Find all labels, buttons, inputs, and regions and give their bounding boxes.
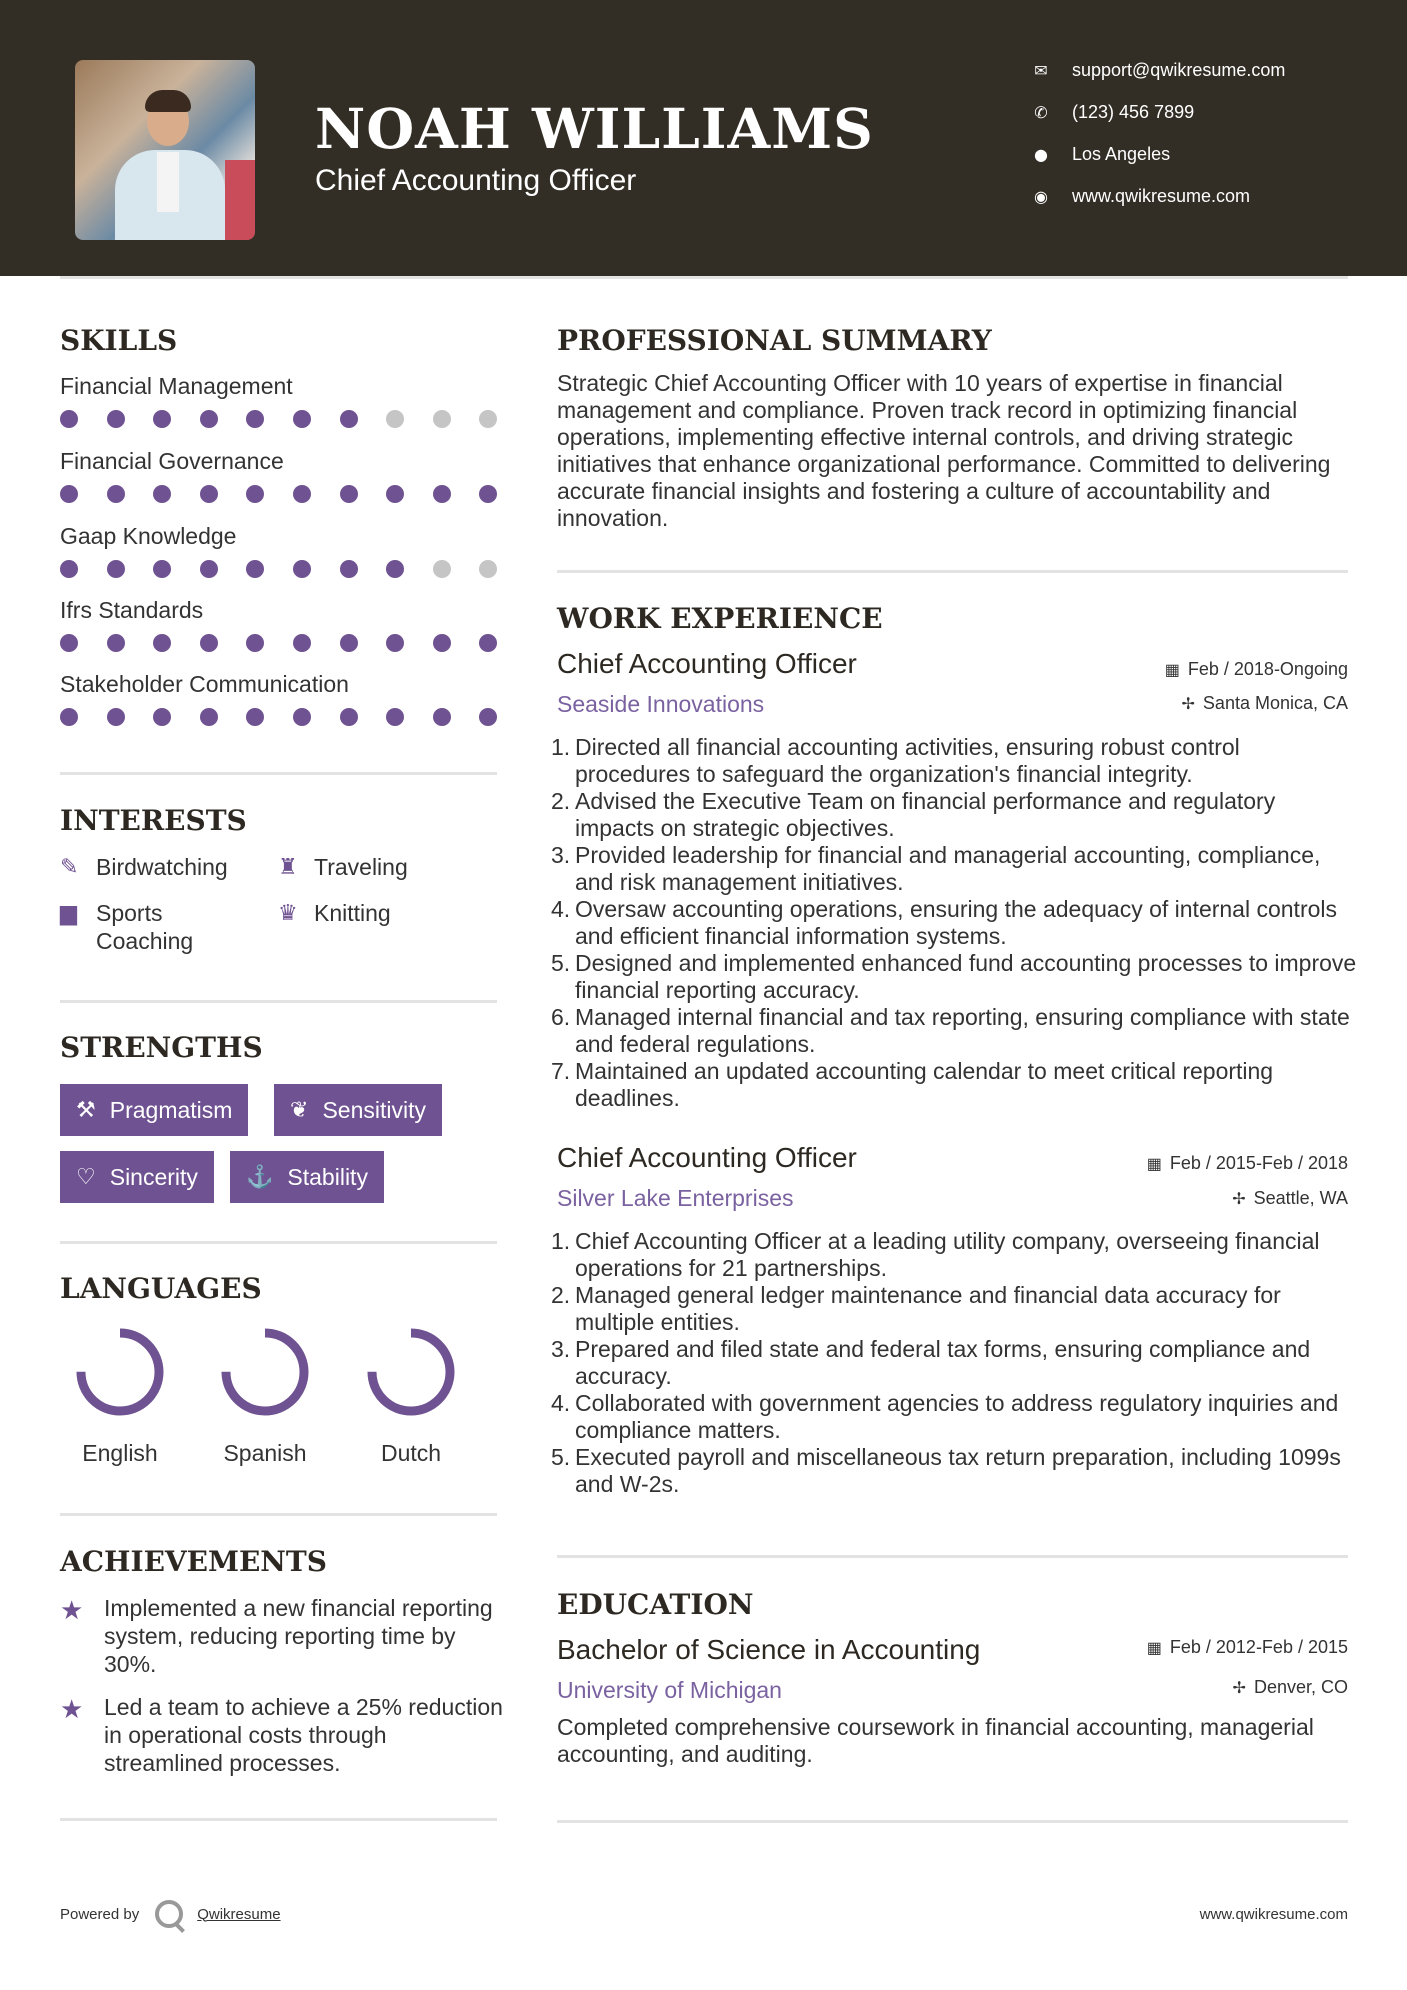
job-location: ✢ Santa Monica, CA — [1181, 693, 1348, 713]
company-name: Silver Lake Enterprises — [557, 1185, 794, 1211]
skill-dot-filled — [200, 708, 218, 726]
language-level-arc — [226, 1333, 304, 1411]
skill-dot-filled — [433, 634, 451, 652]
star-icon: ★ — [60, 1695, 84, 1725]
skill-dot-filled — [293, 485, 311, 503]
skill-dot-filled — [153, 485, 171, 503]
list-item: 5. Executed payroll and miscellaneous tax return preparation, including 1099s and W-2s. — [551, 1444, 1341, 1497]
skill-dot-filled — [386, 560, 404, 578]
skills-heading: SKILLS — [60, 324, 178, 357]
skill-rating — [60, 408, 500, 428]
footer-url[interactable]: www.qwikresume.com — [1199, 1906, 1348, 1923]
pencil-square-icon: ✎ — [60, 854, 79, 879]
list-item: 2. Managed general ledger maintenance and financial data accuracy for multiple entities. — [551, 1282, 1281, 1335]
language-level-arc — [81, 1333, 159, 1411]
skill-dot-filled — [479, 708, 497, 726]
skill-dot-filled — [479, 485, 497, 503]
envelope-icon: ✉ — [1034, 60, 1048, 80]
skill-dot-filled — [107, 410, 125, 428]
skill-dot-filled — [340, 560, 358, 578]
skill-dot-filled — [200, 410, 218, 428]
contact-email[interactable]: ✉ support@qwikresume.com — [1030, 55, 1370, 85]
section-divider — [60, 1513, 497, 1516]
language-progress-ring — [74, 1326, 166, 1418]
skill-dot-filled — [60, 485, 78, 503]
skill-dot-filled — [386, 485, 404, 503]
calendar-icon: ▦ — [1146, 1156, 1162, 1173]
skill-dot-filled — [246, 708, 264, 726]
degree-title: Bachelor of Science in Accounting — [557, 1634, 981, 1665]
skill-dot-filled — [107, 708, 125, 726]
section-divider — [557, 1555, 1348, 1558]
skill-name: Financial Management — [60, 373, 293, 399]
education-description: Completed comprehensive coursework in financial accounting, managerial accounting, and auditing. — [557, 1714, 1314, 1767]
skill-dot-filled — [107, 485, 125, 503]
skill-dot-filled — [293, 560, 311, 578]
pushpin-icon: ✢ — [1232, 1191, 1246, 1208]
section-divider — [60, 1000, 497, 1003]
skill-dot-filled — [246, 634, 264, 652]
footer-brand-link[interactable]: Qwikresume — [197, 1905, 281, 1923]
strength-tag: ❦ Sensitivity — [274, 1084, 442, 1136]
language-progress-ring — [219, 1326, 311, 1418]
skill-name: Ifrs Standards — [60, 597, 204, 623]
education-heading: EDUCATION — [557, 1588, 754, 1621]
candidate-name: NOAH WILLIAMS — [315, 96, 874, 161]
skill-dot-filled — [340, 410, 358, 428]
school-name: University of Michigan — [557, 1677, 782, 1703]
skill-dot-filled — [246, 410, 264, 428]
skill-dot-filled — [153, 634, 171, 652]
skill-name: Financial Governance — [60, 448, 284, 474]
job-bullets — [551, 734, 1357, 1112]
star-icon: ★ — [60, 1596, 84, 1626]
leaf-icon: ❦ — [290, 1097, 309, 1122]
interests-heading: INTERESTS — [60, 804, 247, 837]
profile-photo — [75, 60, 255, 240]
job-dates: ▦ Feb / 2015-Feb / 2018 — [1146, 1153, 1348, 1173]
resume-header — [0, 0, 1407, 276]
language-item: Spanish — [205, 1326, 325, 1467]
list-item: 4. Oversaw accounting operations, ensuring the adequacy of internal controls and efficient financial information systems. — [551, 896, 1338, 949]
heart-icon: ♡ — [76, 1164, 96, 1189]
contact-website[interactable]: ◉ www.qwikresume.com — [1030, 181, 1370, 211]
strength-tag: ⚓ Stability — [230, 1151, 384, 1203]
skill-rating — [60, 632, 500, 652]
skill-dot-filled — [153, 708, 171, 726]
skill-dot-filled — [200, 560, 218, 578]
list-item: 1. Chief Accounting Officer at a leading utility company, overseeing financial operations for 21 partnerships. — [551, 1228, 1320, 1281]
skill-name: Gaap Knowledge — [60, 523, 237, 549]
skill-dot-filled — [246, 485, 264, 503]
candidate-title: Chief Accounting Officer — [315, 164, 637, 197]
list-item: 7. Maintained an updated accounting calendar to meet critical reporting deadlines. — [551, 1058, 1274, 1111]
section-divider — [557, 570, 1348, 573]
skill-dot-filled — [340, 708, 358, 726]
strength-tag: ♡ Sincerity — [60, 1151, 214, 1203]
achievements-heading: ACHIEVEMENTS — [60, 1545, 327, 1578]
job-title: Chief Accounting Officer — [557, 648, 857, 679]
strength-tag: ⚒ Pragmatism — [60, 1084, 248, 1136]
list-item: 3. Prepared and filed state and federal tax forms, ensuring compliance and accuracy. — [551, 1336, 1311, 1389]
pushpin-icon: ✢ — [1181, 696, 1195, 713]
section-divider — [60, 1818, 497, 1821]
job-bullets — [551, 1228, 1357, 1498]
skill-dot-filled — [60, 410, 78, 428]
language-progress-ring — [365, 1326, 457, 1418]
skill-dot-filled — [293, 410, 311, 428]
skill-rating — [60, 483, 500, 503]
skill-dot-filled — [107, 560, 125, 578]
calendar-icon: ▦ — [1164, 662, 1180, 679]
language-item: English — [60, 1326, 180, 1467]
list-item: 2. Advised the Executive Team on financial performance and regulatory impacts on strategic objectives. — [551, 788, 1276, 841]
map-pin-icon: ● — [1034, 144, 1048, 164]
skill-dot-filled — [200, 634, 218, 652]
skill-rating — [60, 706, 500, 726]
list-item: 3. Provided leadership for financial and managerial accounting, compliance, and risk management initiatives. — [551, 842, 1321, 895]
skill-dot-filled — [60, 560, 78, 578]
contact-phone: ✆ (123) 456 7899 — [1030, 97, 1370, 127]
binoculars-icon: ♜ — [278, 854, 298, 879]
job-location: ✢ Seattle, WA — [1232, 1188, 1348, 1208]
job-title: Chief Accounting Officer — [557, 1142, 857, 1173]
calendar-icon: ▦ — [1146, 1640, 1162, 1657]
skill-dot-filled — [246, 560, 264, 578]
list-item: 5. Designed and implemented enhanced fund accounting processes to improve financial reporting accuracy. — [551, 950, 1357, 1003]
skill-dot-filled — [386, 708, 404, 726]
pushpin-icon: ✢ — [1232, 1680, 1246, 1697]
trophy-icon: ♛ — [278, 900, 298, 925]
anchor-icon: ⚓ — [246, 1164, 274, 1189]
summary-heading: PROFESSIONAL SUMMARY — [557, 324, 992, 357]
skill-dot-filled — [153, 560, 171, 578]
list-item: 4. Collaborated with government agencies to address regulatory inquiries and compliance matters. — [551, 1390, 1339, 1443]
skill-dot-empty — [386, 410, 404, 428]
list-item: 1. Directed all financial accounting activities, ensuring robust control procedures to safeguard the organization's financial integrity. — [551, 734, 1240, 787]
list-item: 6. Managed internal financial and tax reporting, ensuring compliance with state and federal regulations. — [551, 1004, 1350, 1057]
skill-dot-empty — [479, 560, 497, 578]
section-divider — [557, 1820, 1348, 1823]
section-divider — [60, 1241, 497, 1244]
education-location: ✢ Denver, CO — [1232, 1677, 1348, 1697]
education-dates: ▦ Feb / 2012-Feb / 2015 — [1146, 1637, 1348, 1657]
language-item: Dutch — [351, 1326, 471, 1467]
strengths-heading: STRENGTHS — [60, 1031, 263, 1064]
skill-dot-filled — [340, 485, 358, 503]
skill-name: Stakeholder Communication — [60, 671, 349, 697]
footer-powered-by: Powered by Qwikresume — [60, 1900, 281, 1928]
summary-text: Strategic Chief Accounting Officer with 10 years of expertise in financial management and compliance. Proven track record in optimizing financial operations, implementing effective internal controls, and driving strategic initiatives that enhance organizational performance. Committed to delivering accurate financial insights and fostering a culture of accountability and innovation. — [557, 370, 1331, 531]
skill-dot-filled — [200, 485, 218, 503]
skill-dot-filled — [107, 634, 125, 652]
skill-dot-filled — [293, 634, 311, 652]
skill-dot-filled — [386, 634, 404, 652]
skill-dot-empty — [433, 410, 451, 428]
skill-dot-filled — [340, 634, 358, 652]
skill-dot-filled — [293, 708, 311, 726]
skill-dot-filled — [479, 634, 497, 652]
skill-dot-empty — [433, 560, 451, 578]
experience-heading: WORK EXPERIENCE — [557, 602, 883, 635]
language-level-arc — [372, 1333, 450, 1411]
contact-location: ● Los Angeles — [1030, 139, 1370, 169]
skill-dot-filled — [433, 485, 451, 503]
phone-icon: ✆ — [1034, 102, 1048, 122]
globe-icon: ◉ — [1034, 186, 1048, 206]
skill-rating — [60, 558, 500, 578]
skill-dot-empty — [479, 410, 497, 428]
skill-dot-filled — [433, 708, 451, 726]
gavel-icon: ⚒ — [76, 1097, 96, 1122]
job-dates: ▦ Feb / 2018-Ongoing — [1164, 659, 1348, 679]
skill-dot-filled — [60, 708, 78, 726]
skill-dot-filled — [60, 634, 78, 652]
qwikresume-logo-icon — [155, 1900, 183, 1928]
header-divider — [60, 276, 1348, 279]
languages-heading: LANGUAGES — [60, 1272, 262, 1305]
section-divider — [60, 772, 497, 775]
briefcase-icon: ▆ — [60, 900, 77, 925]
skill-dot-filled — [153, 410, 171, 428]
company-name: Seaside Innovations — [557, 691, 765, 717]
